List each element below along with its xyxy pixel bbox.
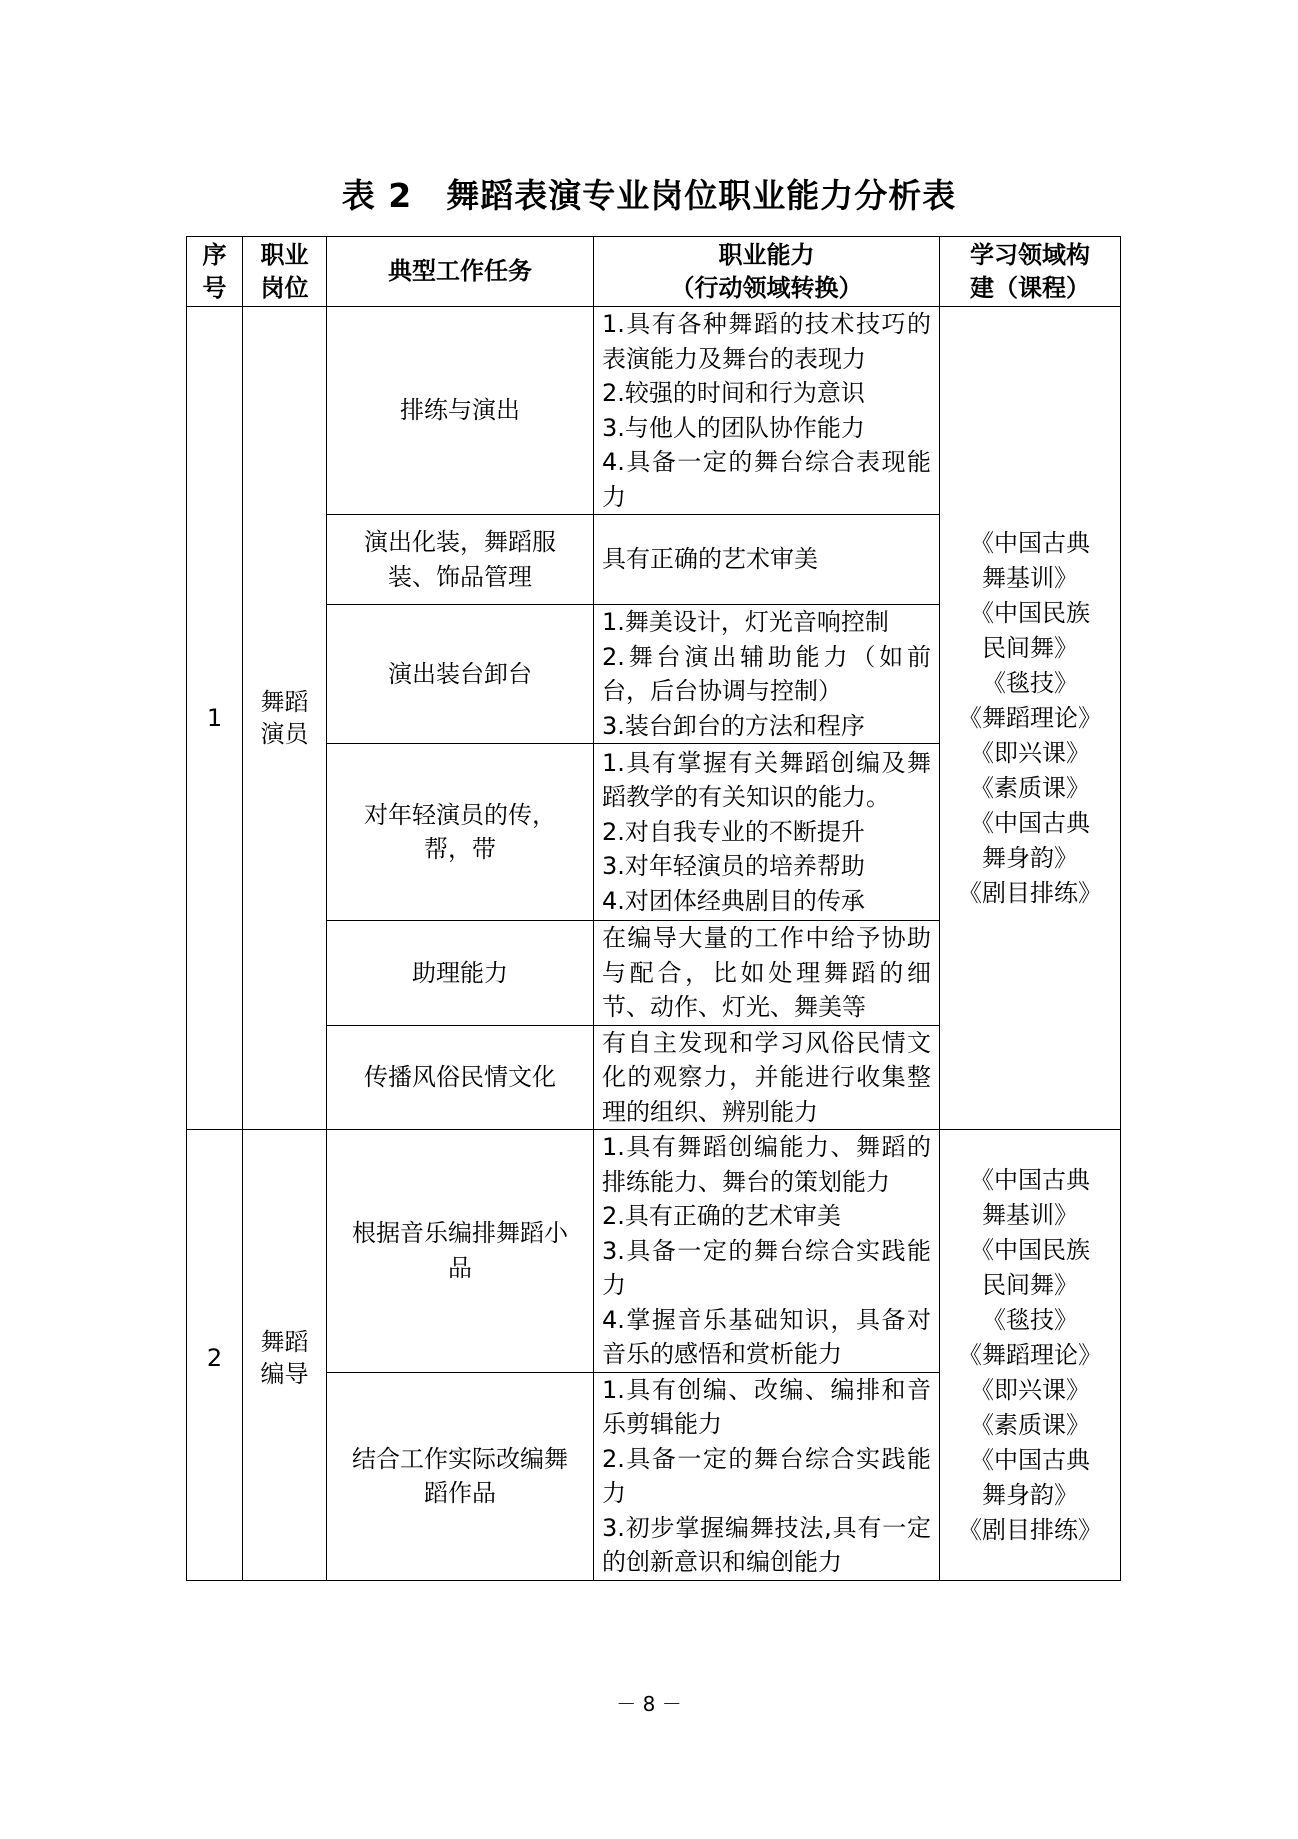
course-item: 《剧目排练》 xyxy=(958,1516,1102,1545)
post-line: 编导 xyxy=(260,1359,309,1388)
course-item: 《舞蹈理论》 xyxy=(958,703,1102,732)
ability-item: 1.具有舞蹈创编能力、舞蹈的排练能力、舞台的策划能力 xyxy=(602,1133,931,1196)
header-row xyxy=(187,237,1121,307)
ability-item: 1.具有各种舞蹈的技术技巧的表演能力及舞台的表现力 xyxy=(602,310,931,373)
ability-item: 有自主发现和学习风俗民情文化的观察力，并能进行收集整理的组织、辨别能力 xyxy=(602,1028,931,1126)
task-cell: 排练与演出 xyxy=(327,307,594,515)
header-task: 典型工作任务 xyxy=(327,237,594,307)
ability-item: 2.具有正确的艺术审美 xyxy=(602,1202,841,1230)
ability-cell xyxy=(594,515,940,605)
ability-item: 3.与他人的团队协作能力 xyxy=(602,413,865,442)
table-body xyxy=(187,307,1121,1581)
ability-item: 2.对自我专业的不断提升 xyxy=(602,817,865,846)
ability-cell xyxy=(594,1372,940,1580)
course-item: 《中国民族 民间舞》 xyxy=(970,598,1090,662)
task-cell: 结合工作实际改编舞蹈作品 xyxy=(327,1372,594,1580)
ability-analysis-table xyxy=(186,236,1121,1581)
ability-item: 具有正确的艺术审美 xyxy=(602,545,818,574)
ability-cell xyxy=(594,307,940,515)
seq-cell: 1 xyxy=(187,307,243,1130)
ability-item: 4.掌握音乐基础知识，具备对音乐的感悟和赏析能力 xyxy=(602,1305,931,1368)
ability-cell xyxy=(594,605,940,744)
task-cell: 对年轻演员的传，帮，带 xyxy=(327,744,594,921)
header-ability: 职业能力 （行动领域转换） xyxy=(594,237,940,307)
page-number: － 8 － xyxy=(616,1692,682,1716)
course-item: 《即兴课》 xyxy=(970,738,1090,767)
ability-cell xyxy=(594,744,940,921)
ability-item: 4.对团体经典剧目的传承 xyxy=(602,886,865,915)
course-item: 《中国古典 舞身韵》 xyxy=(970,808,1090,872)
post-cell xyxy=(243,307,327,1130)
ability-item: 在编导大量的工作中给予协助与配合，比如处理舞蹈的细节、动作、灯光、舞美等 xyxy=(602,924,931,1021)
ability-item: 2.舞台演出辅助能力（如前台，后台协调与控制） xyxy=(602,642,931,705)
post-line: 演员 xyxy=(260,720,309,748)
ability-item: 1.具有创编、改编、编排和音乐剪辑能力 xyxy=(602,1375,931,1438)
table-row xyxy=(187,307,1121,515)
task-cell: 演出装台卸台 xyxy=(327,605,594,744)
course-cell xyxy=(940,307,1121,1130)
task-cell: 传播风俗民情文化 xyxy=(327,1025,594,1130)
ability-item: 3.具备一定的舞台综合实践能力 xyxy=(602,1236,931,1299)
course-item: 《中国古典 舞身韵》 xyxy=(970,1446,1090,1510)
ability-item: 3.对年轻演员的培养帮助 xyxy=(602,852,865,881)
task-cell: 演出化装，舞蹈服装、饰品管理 xyxy=(327,515,594,605)
table-title: 表 2 舞蹈表演专业岗位职业能力分析表 xyxy=(341,176,957,215)
course-item: 《毯技》 xyxy=(982,668,1078,697)
header-seq: 序 号 xyxy=(187,237,243,307)
ability-item: 2.具备一定的舞台综合实践能力 xyxy=(602,1444,931,1507)
ability-item: 2.较强的时间和行为意识 xyxy=(602,379,865,407)
task-cell: 根据音乐编排舞蹈小品 xyxy=(327,1130,594,1373)
course-item: 《中国古典 舞基训》 xyxy=(970,1166,1090,1230)
header-course: 学习领域构 建（课程） xyxy=(940,237,1121,307)
post-line: 舞蹈 xyxy=(260,688,309,716)
ability-item: 3.初步掌握编舞技法,具有一定的创新意识和编创能力 xyxy=(602,1513,931,1576)
course-item: 《舞蹈理论》 xyxy=(958,1341,1102,1370)
table-row xyxy=(187,1130,1121,1373)
seq-cell: 2 xyxy=(187,1130,243,1581)
course-item: 《素质课》 xyxy=(970,773,1090,802)
course-cell xyxy=(940,1130,1121,1581)
course-item: 《毯技》 xyxy=(982,1306,1078,1335)
ability-cell xyxy=(594,1025,940,1130)
ability-cell xyxy=(594,1130,940,1373)
ability-item: 3.装台卸台的方法和程序 xyxy=(602,711,865,740)
ability-item: 4.具备一定的舞台综合表现能力 xyxy=(602,448,931,511)
course-item: 《素质课》 xyxy=(970,1411,1090,1440)
course-item: 《中国古典 舞基训》 xyxy=(970,528,1090,592)
post-line: 舞蹈 xyxy=(260,1327,309,1356)
ability-item: 1.舞美设计，灯光音响控制 xyxy=(602,608,889,636)
ability-cell xyxy=(594,921,940,1026)
course-item: 《即兴课》 xyxy=(970,1376,1090,1405)
ability-item: 1.具有掌握有关舞蹈创编及舞蹈教学的有关知识的能力。 xyxy=(602,748,931,812)
course-item: 《剧目排练》 xyxy=(958,878,1102,907)
post-cell xyxy=(243,1130,327,1581)
header-post: 职业 岗位 xyxy=(243,237,327,307)
task-cell: 助理能力 xyxy=(327,921,594,1026)
course-item: 《中国民族 民间舞》 xyxy=(970,1236,1090,1300)
